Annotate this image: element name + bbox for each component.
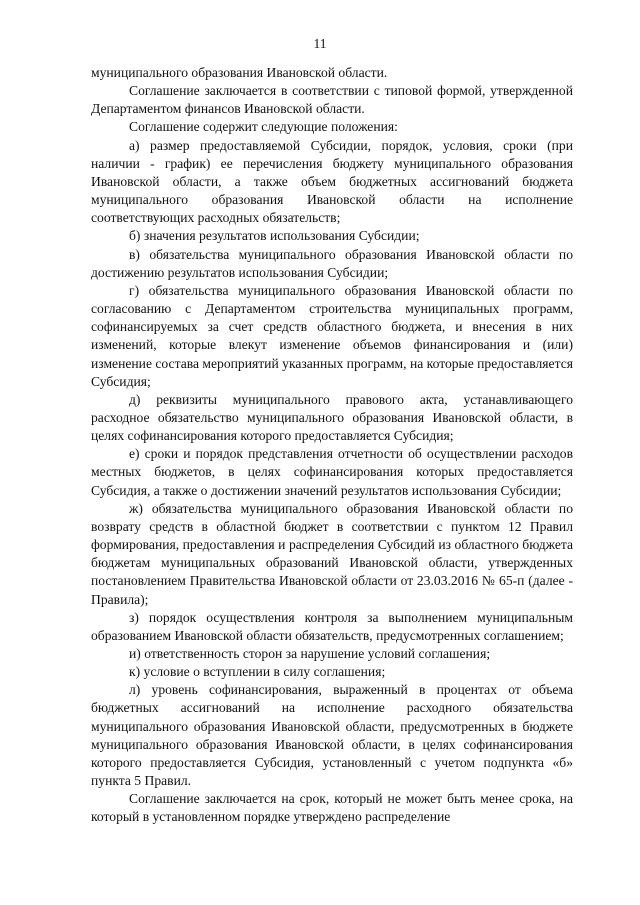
paragraph: Соглашение заключается на срок, который не может быть менее срока, на который в установленном порядке утверждено распределение [91,791,573,825]
paragraph: Соглашение содержит следующие положения: [129,119,398,135]
paragraph: Соглашение заключается в соответствии с типовой формой, утвержденной Департаментом финансов Ивановской области. [91,83,573,117]
paragraph: а) размер предоставляемой Субсидии, порядок, условия, сроки (при наличии - график) ее перечисления бюджету муниципального образования Ивановской области, а также объем бюджетных ассигнований бюджета муниципального образования Ивановской области на исполнение соответствующих расходных обязательств; [91,137,573,226]
paragraph: е) сроки и порядок представления отчетности об осуществлении расходов местных бюджетов, в целях софинансирования которых предоставляется Субсидия, а также о достижении значений результатов использования Субсидии; [91,446,573,498]
paragraph: г) обязательства муниципального образования Ивановской области по согласованию с Департаментом строительства муниципальных программ, софинансируемых за счет средств областного бюджета, и внесения в них изменений, которые влекут изменение объемов финансирования и (или) изменение состава мероприятий указанных программ, на которые предоставляется Субсидия; [91,282,573,389]
paragraph: з) порядок осуществления контроля за выполнением муниципальным образованием Ивановской области обязательств, предусмотренных соглашением; [91,609,573,643]
paragraph: ж) обязательства муниципального образования Ивановской области по возврату средств в областной бюджет в соответствии с пунктом 12 Правил формирования, предоставления и распределения Субсидий из областного бюджета бюджетам муниципальных образований Ивановской области, утвержденных постановлением Правительства Ивановской области от 23.03.2016 № 65-п (далее - Правила); [91,500,573,607]
paragraph: л) уровень софинансирования, выраженный в процентах от объема бюджетных ассигнований на исполнение расходного обязательства муниципального образования Ивановской области, предусмотренных в бюджете муниципального образования Ивановской области, в целях софинансирования которого предоставляется Субсидия, установленный с учетом подпункта «б» пункта 5 Правил. [91,682,573,789]
paragraph: б) значения результатов использования Субсидии; [129,228,420,244]
paragraph: д) реквизиты муниципального правового акта, устанавливающего расходное обязательство муниципального образования Ивановской области, в целях софинансирования которого предоставляется Субсидия; [91,391,573,444]
paragraph: к) условие о вступлении в силу соглашения; [129,664,386,680]
paragraph: в) обязательства муниципального образования Ивановской области по достижению результатов использования Субсидии; [91,246,573,280]
paragraph: муниципального образования Ивановской области. [91,65,388,80]
paragraph: и) ответственность сторон за нарушение условий соглашения; [129,646,491,661]
page-number: 11 [313,36,327,51]
document-body [91,64,573,827]
